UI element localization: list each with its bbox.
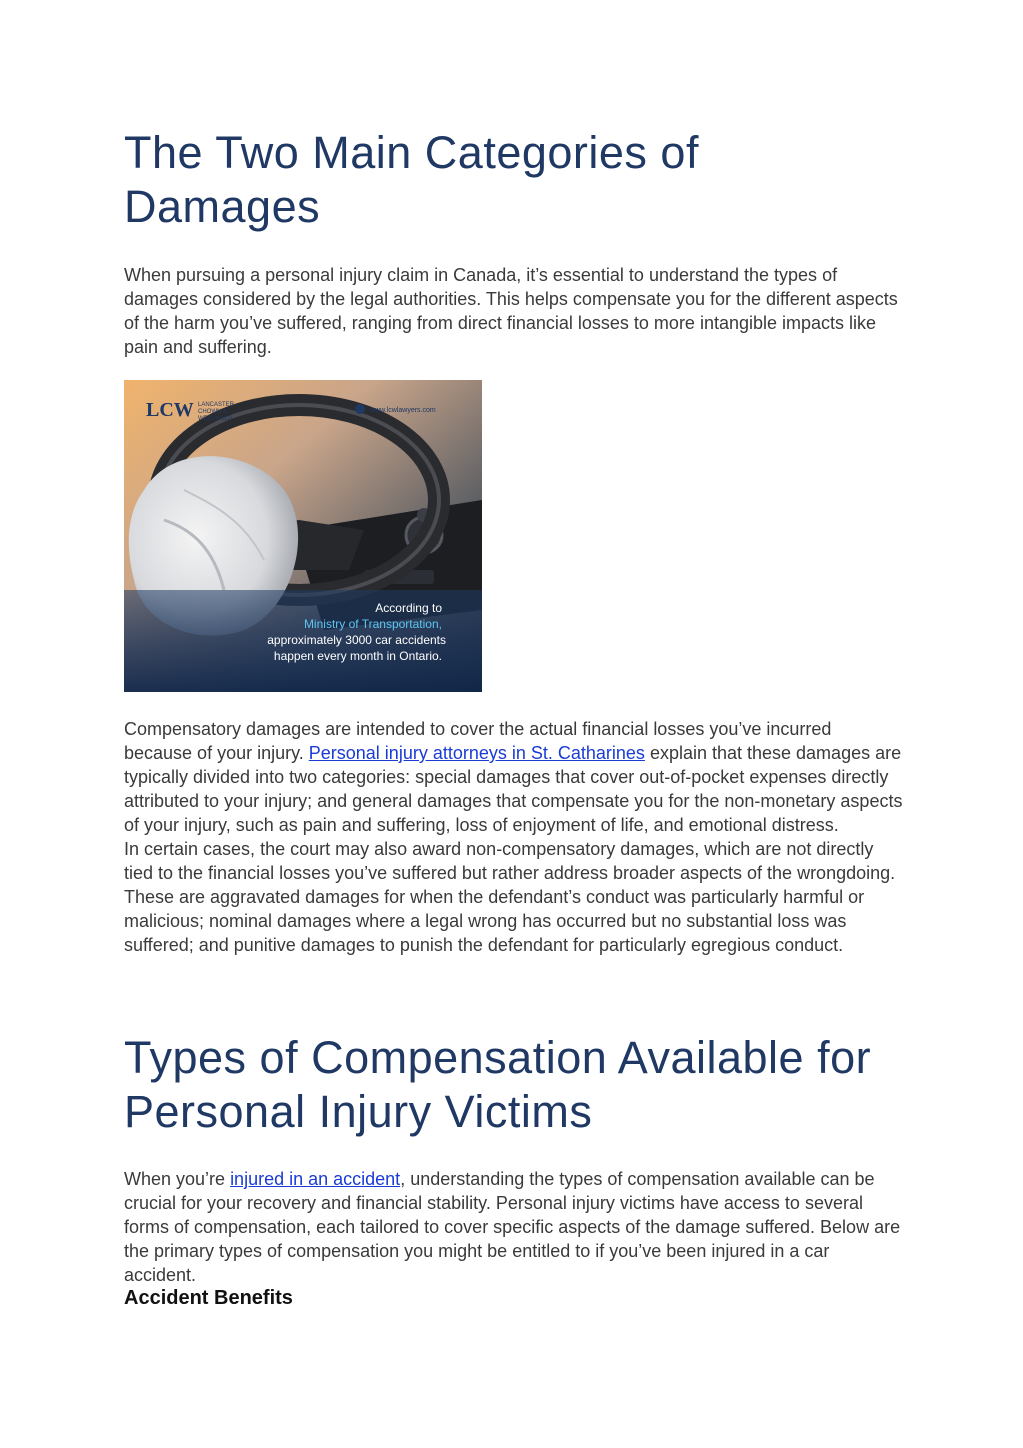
caption-line-1: According to	[375, 601, 442, 615]
para2-text-b: explain that these damages are typically divided into two categories: special damages that cover out-of-pocket expenses directly attributed to your injury; and general damages that compensate you for the non-monetary aspects of your injury, such as pain and suffering, loss of enjoyment of life, and emotional distress.	[124, 743, 903, 835]
compensatory-paragraph	[124, 717, 904, 957]
intro-paragraph: When pursuing a personal injury claim in Canada, it’s essential to understand the types of damages considered by the legal authorities. This helps compensate you for the different aspects of the harm you’ve suffered, ranging from direct financial losses to more intangible impacts like pain and suffering.	[124, 265, 898, 357]
para3-text-a: When you’re	[124, 1169, 231, 1189]
logo-mark: LCW	[146, 399, 194, 421]
section-heading-compensation: Types of Compensation Available for Personal Injury Victims	[124, 1032, 872, 1137]
logo-line-3: WELCH LLP	[198, 416, 233, 422]
website-text: www.lcwlawyers.com	[370, 407, 436, 414]
non-compensatory-text: In certain cases, the court may also award non-compensatory damages, which are not directly tied to the financial losses you’ve suffered but rather address broader aspects of the wrongdoing. These are aggravated damages for when the defendant’s conduct was particularly harmful or malicious; nominal damages where a legal wrong has occurred but no substantial loss was suffered; and punitive damages to punish the defendant for particularly egregious conduct.	[124, 839, 896, 955]
logo-line-1: LANCASTER	[198, 402, 235, 408]
airbag-infographic-image	[124, 380, 482, 692]
caption-line-4: happen every month in Ontario.	[273, 649, 442, 663]
caption-line-3: approximately 3000 car accidents	[267, 633, 446, 647]
caption-line-2: Ministry of Transportation,	[303, 617, 442, 631]
injured-in-accident-link[interactable]: injured in an accident	[230, 1169, 401, 1189]
globe-icon	[355, 404, 365, 414]
subheading-accident-benefits: Accident Benefits	[124, 1287, 293, 1309]
st-catharines-attorneys-link[interactable]: Personal injury attorneys in St. Catharines	[308, 743, 645, 763]
section-heading-damages: The Two Main Categories of Damages	[124, 127, 699, 232]
compensation-paragraph	[124, 1167, 904, 1287]
airbag-photo-illustration	[124, 380, 482, 692]
logo-line-2: CHOWN &	[198, 409, 227, 415]
para2-text-a: Compensatory damages are intended to cover the actual financial losses you’ve incurred because of your injury.	[124, 719, 832, 763]
para3-text-b: , understanding the types of compensation available can be crucial for your recovery and financial stability. Personal injury victims have access to several forms of compensation, each tailored to cover specific aspects of the damage suffered. Below are the primary types of compensation you might be entitled to if you’ve been injured in a car accident.	[124, 1169, 901, 1285]
